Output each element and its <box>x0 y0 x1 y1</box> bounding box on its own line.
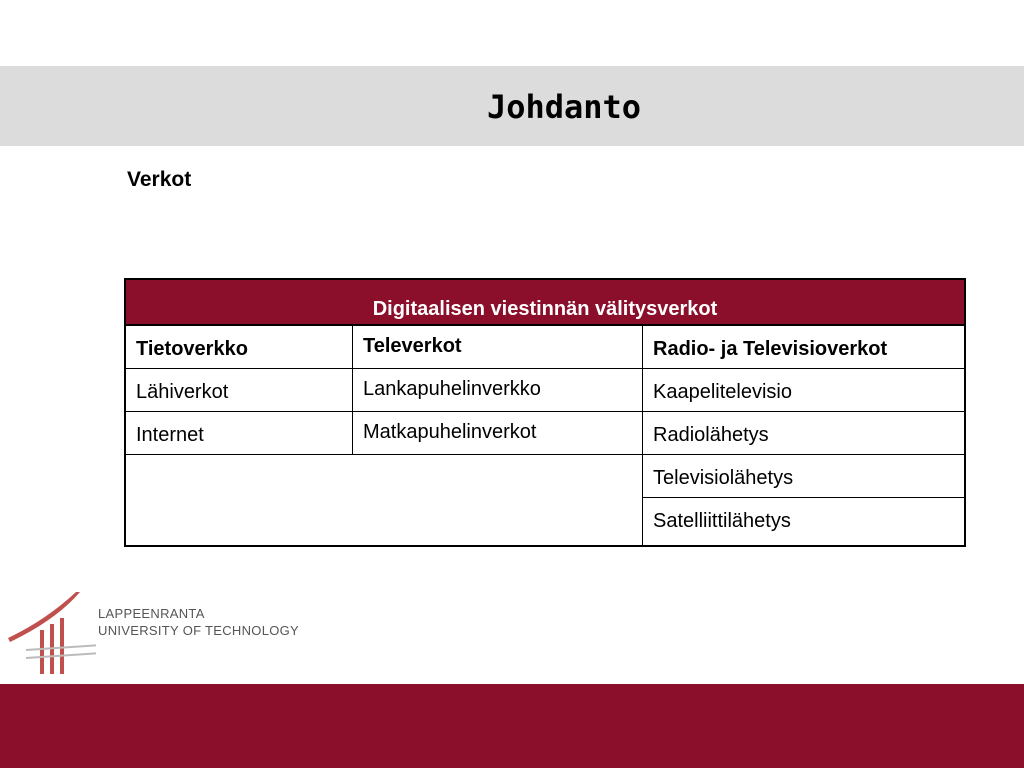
table-column-televerkot <box>352 326 643 455</box>
column-heading: Televerkot <box>353 326 643 369</box>
table-cell: Satelliittilähetys <box>653 510 791 532</box>
logo-line-2: UNIVERSITY OF TECHNOLOGY <box>98 623 300 638</box>
logo-mark-icon <box>6 590 96 680</box>
column-heading: Radio- ja Televisioverkot <box>643 326 965 369</box>
table-column-radio-tv <box>642 326 965 545</box>
table-column-tietoverkko <box>126 326 352 455</box>
table-cell: Matkapuhelinverkot <box>353 412 643 455</box>
table-cell: Lankapuhelinverkko <box>353 369 643 412</box>
table-cell: Internet <box>126 412 352 455</box>
table-cell: Kaapelitelevisio <box>643 369 965 412</box>
networks-table <box>124 278 966 547</box>
slide-title: Johdanto <box>486 88 642 126</box>
logo-line-1: LAPPEENRANTA <box>98 606 205 621</box>
footer-band <box>0 684 1024 768</box>
column-heading: Tietoverkko <box>126 326 352 369</box>
university-logo <box>6 590 306 680</box>
table-cell: Televisiolähetys <box>643 455 965 498</box>
slide-subtitle: Verkot <box>127 168 192 191</box>
table-cell: Radiolähetys <box>643 412 965 455</box>
table-cell: Lähiverkot <box>126 369 352 412</box>
table-header: Digitaalisen viestinnän välitysverkot <box>126 280 964 326</box>
